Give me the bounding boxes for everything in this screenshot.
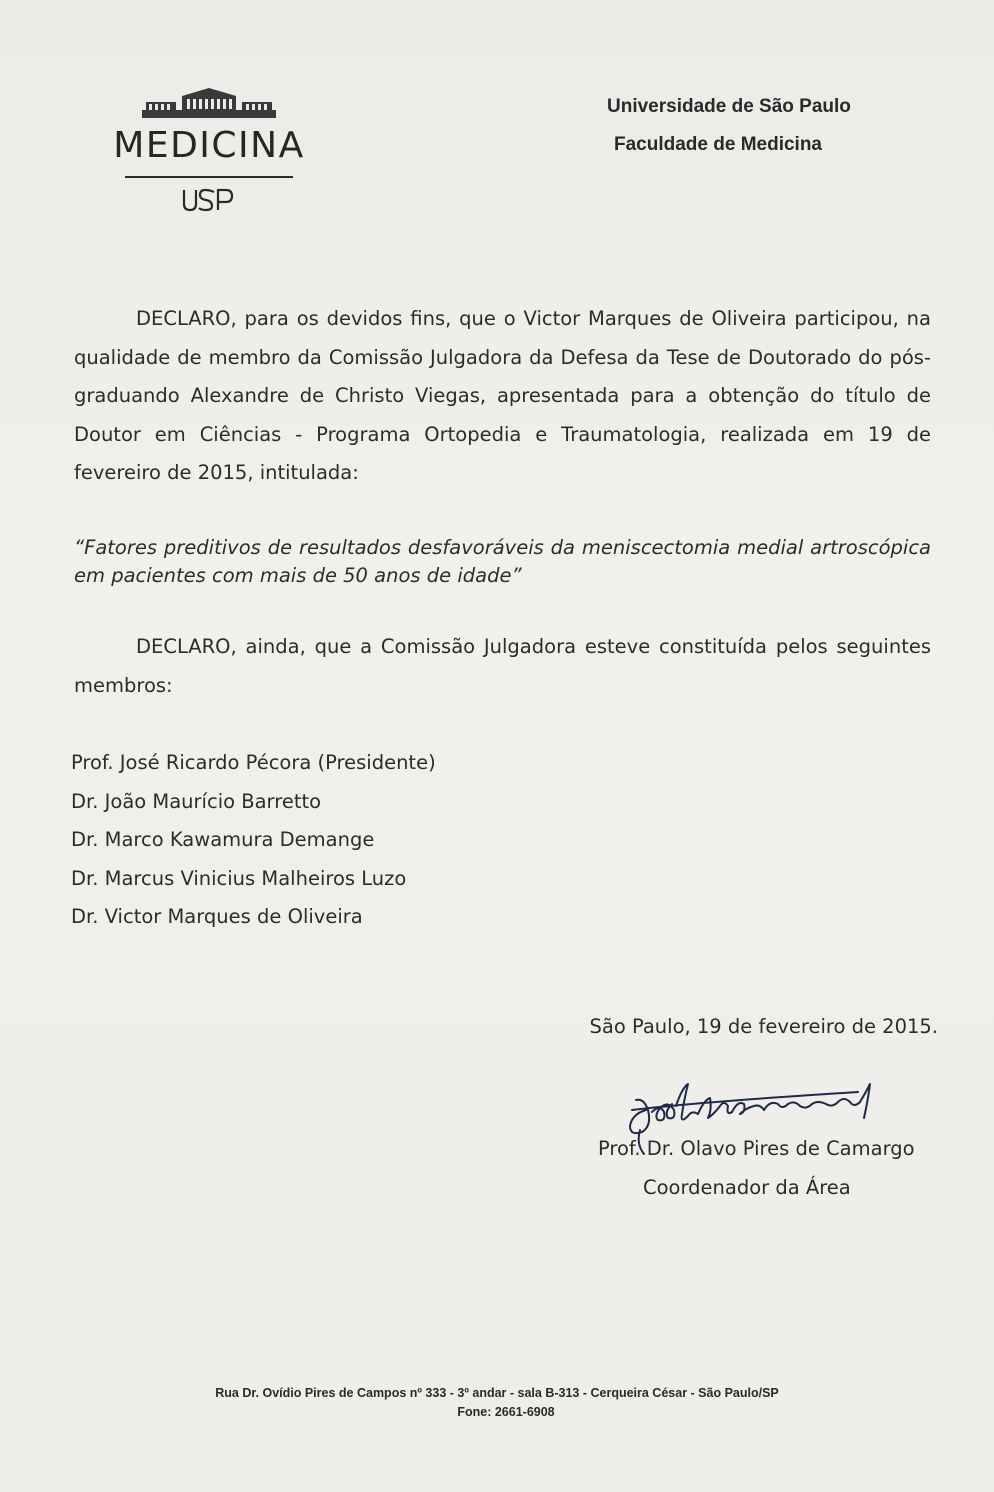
list-item: Dr. Victor Marques de Oliveira [71,905,363,928]
committee-paragraph: DECLARO, ainda, que a Comissão Julgadora esteve constituída pelos seguintes membros: [74,635,931,697]
thesis-title: “Fatores preditivos de resultados desfavoráveis da meniscectomia medial artroscópica em pacientes com mais de 50 anos de idade” [74,536,931,587]
place-date: São Paulo, 19 de fevereiro de 2015. [589,1015,938,1038]
signatory-role: Coordenador da Área [643,1176,851,1199]
list-item: Dr. João Maurício Barretto [71,789,322,813]
footer-phone: Fone: 2661-6908 [457,1405,555,1419]
footer [0,1384,994,1422]
faculty-name: Faculdade de Medicina [614,134,822,155]
logo-divider [125,176,293,178]
committee-members-list [71,744,436,937]
signatory-name: Prof. Dr. Olavo Pires de Camargo [598,1137,915,1160]
logo-wordmark: MEDICINA [113,125,305,166]
building-icon [142,88,276,118]
declaration-paragraph: DECLARO, para os devidos fins, que o Victor Marques de Oliveira participou, na qualidade de membro da Comissão Julgadora da Defesa da Tese de Doutorado do pós-graduando Alexandre de Christo Viegas, apresentada para a obtenção do título de Doutor em Ciências - Programa Ortopedia e Traumatologia, realizada em 19 de fevereiro de 2015, intitulada: [74,307,931,484]
footer-address: Rua Dr. Ovídio Pires de Campos nº 333 - 3º andar - sala B-313 - Cerqueira César - São Paulo/SP [215,1386,779,1400]
usp-seal-icon [180,187,236,213]
university-name: Universidade de São Paulo [607,96,851,117]
list-item: Prof. José Ricardo Pécora (Presidente) [71,751,436,774]
list-item: Dr. Marcus Vinicius Malheiros Luzo [71,866,407,890]
list-item: Dr. Marco Kawamura Demange [71,828,375,851]
